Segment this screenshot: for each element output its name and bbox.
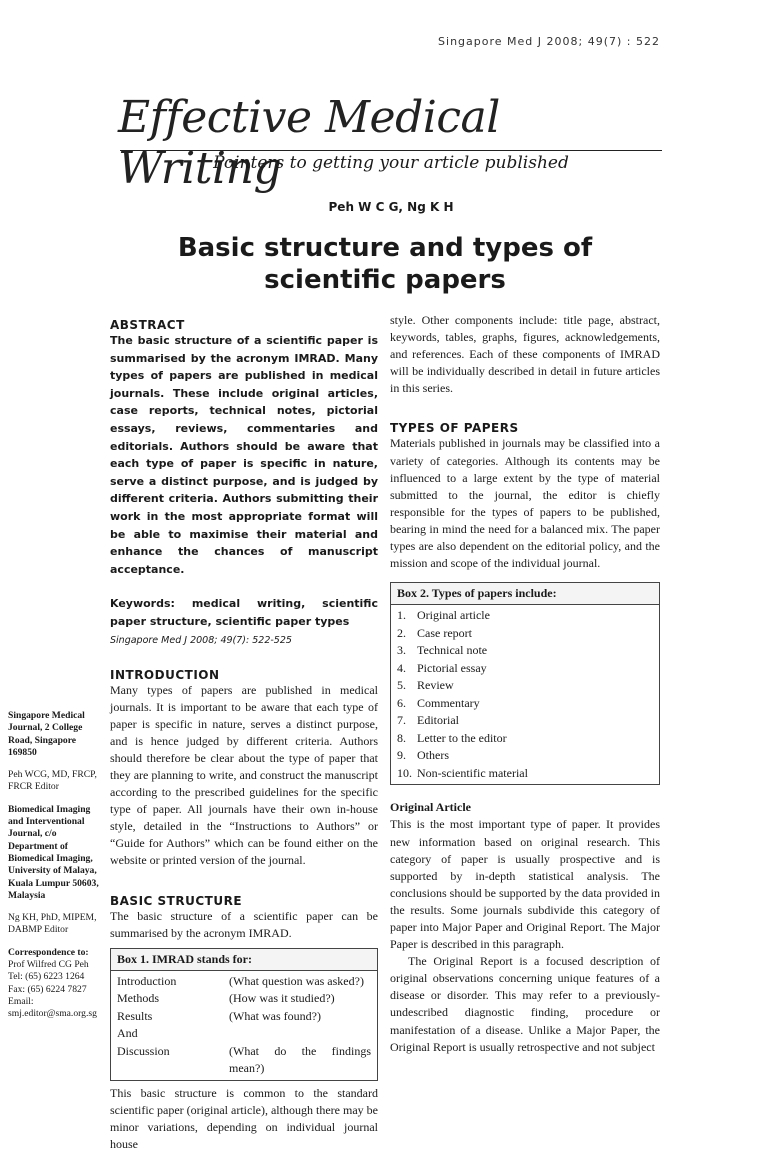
paper-type-item	[397, 765, 528, 783]
running-header: Singapore Med J 2008; 49(7) : 522	[438, 35, 660, 48]
column-left	[110, 318, 378, 1153]
imrad-question: (What was found?)	[229, 1008, 321, 1023]
introduction-text: Many types of papers are published in medical journals. It is important to be aware that each type of paper is specific in nature, serves a distinct purpose, and is hence judged by different criteria. Authors should therefore be clear about the type of paper that they are planning to write, and construct the manuscript according to the prescribed guidelines for the specific type of paper. All journals have their own in-house style, detailed in the “Instructions to Authors” or “Guide for Authors” which can be found either on the website or printed version of the journal.	[110, 682, 378, 868]
imrad-question: (How was it studied?)	[229, 991, 335, 1006]
divider	[120, 150, 662, 151]
citation: Singapore Med J 2008; 49(7): 522-525	[110, 634, 292, 646]
item-label: Editorial	[417, 713, 459, 728]
series-subtitle: Pointers to getting your article published	[213, 153, 569, 173]
item-label: Original article	[417, 608, 490, 623]
paper-type-item	[397, 730, 528, 748]
correspondence: Prof Wilfred CG Peh Tel: (65) 6223 1264 Fax: (65) 6224 7827 Email: smj.editor@sma.org.sg	[8, 959, 97, 1020]
correspondence-label: Correspondence to:	[8, 946, 89, 958]
basic-structure-continued: This basic structure is common to the standard scientific paper (original article), although there may be minor variations, depending on individual journal house	[110, 1085, 378, 1152]
item-number: 1.	[397, 608, 406, 623]
paper-type-item	[397, 695, 528, 713]
item-label: Letter to the editor	[417, 730, 507, 745]
basic-structure-text: The basic structure of a scientific paper can be summarised by the acronym IMRAD.	[110, 908, 378, 940]
box-types	[390, 582, 660, 785]
paper-type-item	[397, 677, 528, 695]
item-number: 7.	[397, 713, 406, 728]
item-number: 6.	[397, 695, 406, 710]
address-smj: Singapore Medical Journal, 2 College Road, Singapore 169850	[8, 710, 85, 758]
item-label: Technical note	[417, 643, 488, 658]
imrad-term: Discussion	[117, 1043, 170, 1058]
item-label: Pictorial essay	[417, 660, 487, 675]
imrad-row	[117, 1025, 371, 1043]
series-title: Effective Medical Writing	[118, 92, 500, 194]
paper-type-item	[397, 747, 528, 765]
abstract-heading: ABSTRACT	[110, 318, 185, 332]
abstract-text: The basic structure of a scientific paper is summarised by the acronym IMRAD. Many types of papers are published in medical journals. These include original articles, case reports, technical notes, pictorial essays, reviews, commentaries and editorials. Authors should be aware that each type of paper is specific in nature, serve a distinct purpose, and is judged by different criteria. Authors submitting their work in the most appropriate format will be able to maximise their material and enhance the chances of manuscript acceptance.	[110, 334, 378, 576]
types-heading: TYPES OF PAPERS	[390, 421, 519, 436]
imrad-term: And	[117, 1026, 138, 1041]
editor-1: Peh WCG, MD, FRCP, FRCR Editor	[8, 769, 97, 793]
paper-type-item	[397, 607, 528, 625]
imrad-term: Methods	[117, 991, 159, 1006]
basic-structure-heading: BASIC STRUCTURE	[110, 893, 243, 908]
imrad-question: (What question was asked?)	[229, 973, 364, 988]
introduction-heading: INTRODUCTION	[110, 667, 220, 682]
item-number: 2.	[397, 625, 406, 640]
imrad-term: Introduction	[117, 973, 177, 988]
col2-intro-text: style. Other components include: title page, abstract, keywords, tables, graphs, figures, acknowledgements, and references. Each of these components of IMRAD will be individually described in detail in future articles in this series.	[390, 313, 660, 396]
editor-2: Ng KH, PhD, MIPEM, DABMP Editor	[8, 912, 97, 936]
original-article-p2: The Original Report is a focused description of original observations concerning unique features of a disease or disorder. This may refer to a previously-undescribed diagnostic finding, procedure or manifestation of a disease. Unlike a Major Paper, the Original Report is usually retrospective and not subject	[390, 954, 660, 1054]
imrad-row	[117, 973, 371, 991]
imrad-row	[117, 1008, 371, 1026]
item-number: 8.	[397, 730, 406, 745]
item-number: 9.	[397, 748, 406, 763]
imrad-row	[117, 1043, 371, 1078]
item-number: 10.	[397, 765, 412, 780]
authors: Peh W C G, Ng K H	[328, 200, 454, 214]
paper-type-item	[397, 712, 528, 730]
sidebar-affiliations	[8, 710, 103, 1031]
paper-type-item	[397, 660, 528, 678]
box-types-title: Box 2. Types of papers include:	[391, 583, 659, 605]
original-article-p1: This is the most important type of paper. It provides new information based on original research. This category of paper is usually prospective and is supported by in-depth statistical analysis. The conclusions should be supported by the data provided in the results. Some journals subdivide this category of paper into Major Paper and Original Report. The Major Paper is described in this paragraph.	[390, 817, 660, 952]
imrad-table	[117, 973, 371, 1078]
address-biij: Biomedical Imaging and Interventional Journal, c/o Department of Biomedical Imaging, University of Malaya, Kuala Lumpur 50603, Malaysia	[8, 803, 99, 901]
box-imrad-title: Box 1. IMRAD stands for:	[111, 949, 377, 971]
article-title: Basic structure and types of scientific papers	[177, 233, 593, 295]
imrad-term: Results	[117, 1008, 153, 1023]
imrad-row	[117, 990, 371, 1008]
item-label: Non-scientific material	[417, 765, 528, 780]
item-label: Case report	[417, 625, 472, 640]
imrad-question	[229, 1025, 371, 1043]
imrad-question: (What do the findings mean?)	[229, 1043, 371, 1076]
item-number: 5.	[397, 678, 406, 693]
types-text: Materials published in journals may be classified into a variety of categories. Although its contents may be influenced to a large extent by the type of material submitted to the journal, the editor is chiefly responsible for the types of papers to be published, bearing in mind the need for a balanced mix. The paper types are also dependent on the editorial policy, and the mission and scope of the individual journal.	[390, 436, 660, 571]
original-article-heading: Original Article	[390, 800, 471, 815]
paper-type-item	[397, 625, 528, 643]
paper-type-item	[397, 642, 528, 660]
item-label: Review	[417, 678, 454, 693]
item-number: 4.	[397, 660, 406, 675]
types-list	[397, 607, 528, 782]
column-right	[390, 312, 660, 1056]
keywords: Keywords: medical writing, scientific paper structure, scientific paper types	[110, 597, 378, 628]
item-label: Others	[417, 748, 449, 763]
box-imrad	[110, 948, 378, 1081]
item-label: Commentary	[417, 695, 480, 710]
item-number: 3.	[397, 643, 406, 658]
